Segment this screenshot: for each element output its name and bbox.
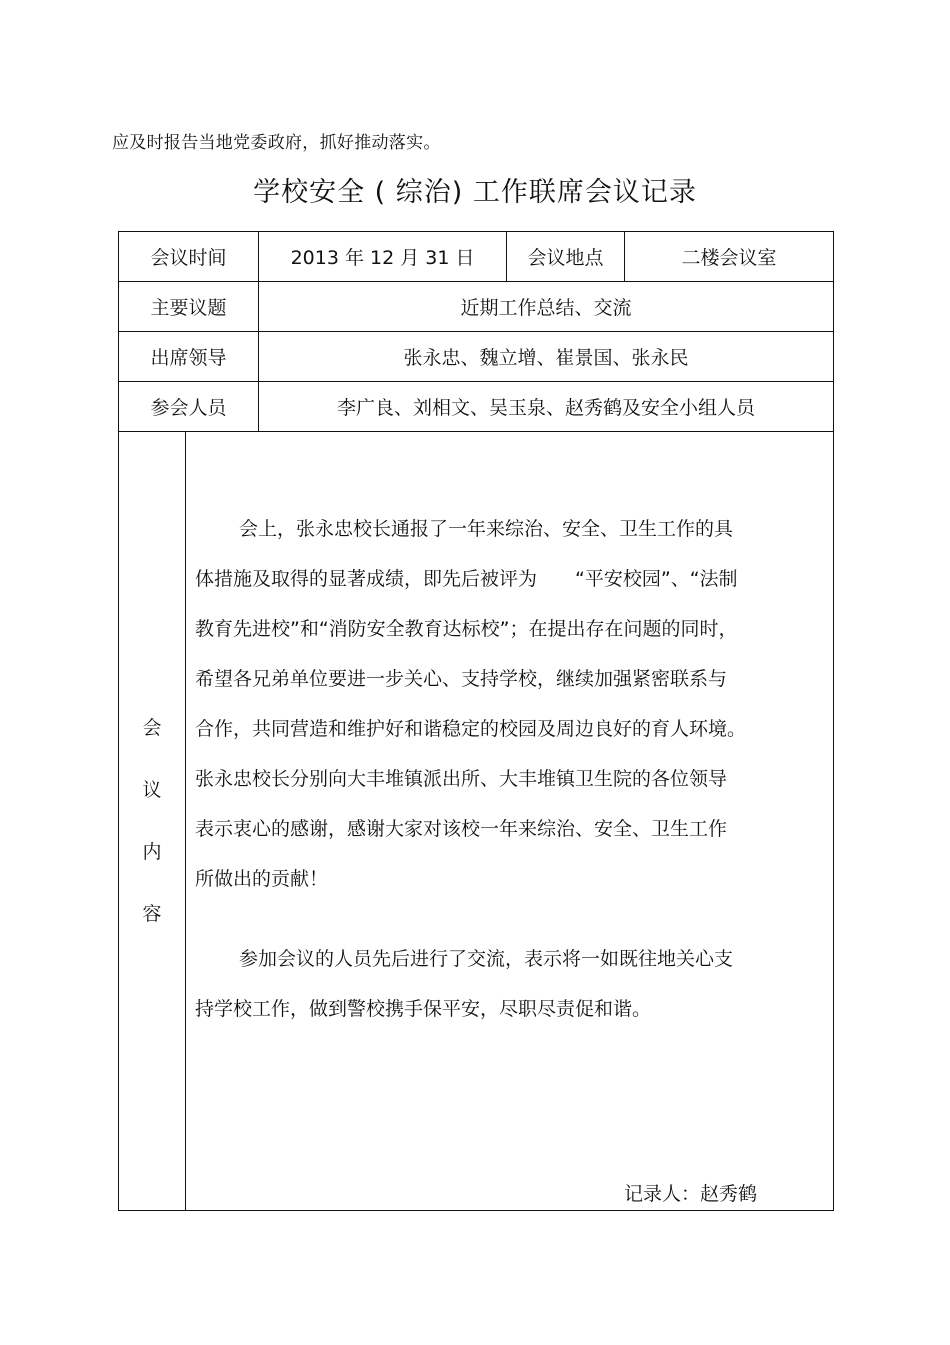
meeting-content: [186, 432, 834, 1211]
content-label-char: 容: [142, 903, 162, 925]
content-label-char: 会: [142, 717, 162, 739]
paragraph-line: 会上，张永忠校长通报了一年来综治、安全、卫生工作的具: [239, 518, 734, 540]
paragraph-line: 表示衷心的感谢，感谢大家对该校一年来综治、安全、卫生工作: [195, 818, 728, 840]
paragraph-line: 教育先进校”和“消防安全教育达标校”；在提出存在问题的同时，: [195, 618, 738, 640]
topic-label: 主要议题: [119, 282, 259, 332]
paragraph-line: 体措施及取得的显著成绩，即先后被评为 “平安校园”、“法制: [195, 568, 738, 590]
content-label-char: 议: [142, 779, 162, 801]
topic-value: 近期工作总结、交流: [259, 282, 834, 332]
place-value: 二楼会议室: [625, 232, 834, 282]
leaders-value: 张永忠、魏立增、崔景国、张永民: [259, 332, 834, 382]
time-label: 会议时间: [119, 232, 259, 282]
attendees-value: 李广良、刘相文、吴玉泉、赵秀鹤及安全小组人员: [259, 382, 834, 432]
content-label-char: 内: [142, 841, 162, 863]
meeting-content-body: [195, 504, 825, 1034]
content-label: [119, 432, 186, 1211]
paragraph-line: 参加会议的人员先后进行了交流，表示将一如既往地关心支: [239, 948, 734, 970]
attendees-label: 参会人员: [119, 382, 259, 432]
recorder-signature: 记录人：赵秀鹤: [624, 1183, 758, 1205]
paragraph-gap: [195, 904, 825, 934]
paragraph-line: 合作，共同营造和维护好和谐稳定的校园及周边良好的育人环境。: [195, 718, 747, 740]
paragraph-line: 张永忠校长分别向大丰堆镇派出所、大丰堆镇卫生院的各位领导: [195, 768, 728, 790]
paragraph-line: 所做出的贡献！: [195, 868, 329, 890]
content-row: [119, 432, 834, 1211]
attendees-row: [119, 382, 834, 432]
meeting-record-table: [118, 231, 834, 1211]
document-title: 学校安全 ( 综治) 工作联席会议记录: [253, 177, 697, 208]
place-label: 会议地点: [507, 232, 625, 282]
paragraph-line: 希望各兄弟单位要进一步关心、支持学校，继续加强紧密联系与: [195, 668, 728, 690]
time-row: [119, 232, 834, 282]
lead-text: 应及时报告当地党委政府，抓好推动落实。: [112, 133, 441, 153]
time-value: 2013 年 12 月 31 日: [259, 232, 507, 282]
paragraph-line: 持学校工作，做到警校携手保平安，尽职尽责促和谐。: [195, 998, 652, 1020]
leaders-row: [119, 332, 834, 382]
leaders-label: 出席领导: [119, 332, 259, 382]
topic-row: [119, 282, 834, 332]
